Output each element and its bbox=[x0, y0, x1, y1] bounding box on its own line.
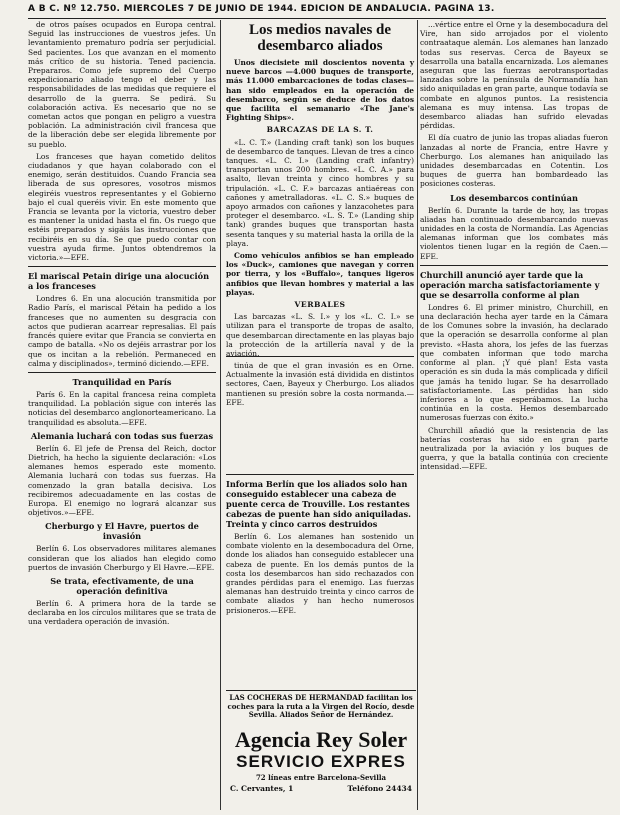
headline-churchill: Churchill anunció ayer tarde que la operación marcha satisfactoriamente y que se desarrolla conforme al plan bbox=[420, 269, 600, 300]
article-paragraph: Las barcazas «L. S. I.» y los «L. C. I.» se utilizan para el transporte de tropas de asalto, que desembarcan directamente en las playas bajo la protección de la artillería naval y de la aviación. bbox=[226, 312, 414, 359]
headline-cherburgo: Cherburgo y El Havre, puertos de invasión bbox=[45, 521, 199, 542]
article-paragraph: «L. C. T.» (Landing craft tank) son los buques de desembarco de tanques. Llevan de tres a cinco tanques. «L. C. I.» (Landing craft infantry) transportan unos 200 hombres. «L. C. A.» para asalto, llevan treinta y cinco hombres y su tripulación. «L. C. F.» barcazas antiaéreas con cañones y ametralladoras. «L. C. S.» buques de apoyo armados con cañones y lanzacohetes para proteger el desembarco. «L. S. T.» (Landing ship tank) grandes buques que transportan hasta sesenta tanques y su material hasta la orilla de la playa. bbox=[226, 137, 414, 248]
ad-routes: 72 líneas entre Barcelona-Sevilla bbox=[255, 772, 387, 782]
divider bbox=[28, 372, 216, 373]
ad-service: SERVICIO EXPRES bbox=[236, 751, 406, 771]
subheading-verbales: VERBALES bbox=[294, 300, 346, 310]
article-paragraph: Berlín 6. Durante la tarde de hoy, las tropas aliadas han continuado desembarcando nuevas unidades en la costa de Normandía. Las Agencias alemanas informan que los combates más violentos tienen lugar en la región de Caen.—EFE. bbox=[420, 205, 608, 261]
article-paragraph: Londres 6. En una alocución transmitida por Radio París, el mariscal Pétain ha pedido a los franceses que no aumenten su desgracia con actos que pudieran acarrear represalias. El país francés quiere evitar que Francia se convierta en campo de batalla. «No os dejéis arrastrar por los que os incitan a la rebelión. Permaneced en calma y disciplinados», terminó diciendo.—EFE. bbox=[28, 294, 216, 368]
headline-operacion: Se trata, efectivamente, de una operación definitiva bbox=[50, 575, 194, 596]
ad-notice: LAS COCHERAS DE HERMANDAD facilitan los coches para la ruta a la Virgen del Rocío, desde Sevilla. Aliados Señor de Hernández. bbox=[227, 693, 415, 719]
page-header: A B C. Nº 12.750. MIERCOLES 7 DE JUNIO DE 1944. EDICION DE ANDALUCIA. PAGINA 13. bbox=[28, 4, 606, 19]
divider bbox=[226, 356, 414, 357]
headline-alemania: Alemania luchará con todas sus fuerzas bbox=[30, 430, 214, 441]
article-paragraph: Londres 6. El primer ministro, Churchill, en una declaración hecha ayer tarde en la Cámara de los Comunes sobre la invasión, ha declarado que la operación se desarrolla conforme al plan previsto. «Hasta ahora, los jefes de las fuerzas que combaten informan que todo marcha conforme al plan. ¡Y qué plan! Esta vasta operación es sin duda la más complicada y difícil que jamás ha tenido lugar. Se ha desarrollado satisfactoriamente. Las pérdidas han sido inferiores a lo que esperábamos. La lucha continúa en la costa. Hemos desembarcado numerosas fuerzas con éxito.» bbox=[420, 302, 608, 423]
article-paragraph: de otros países ocupados en Europa central. Seguid las instrucciones de vuestros jefes. Un levantamiento prematuro podría ser perjudicial. Sed pacientes. Los que avanzan en el momento más crítico de su historia. Tened paciencia. Prepararos. Como jefe supremo del Cuerpo expedicionario aliado tengo el deber y las responsabilidades de las medidas que requiere el desarrollo de la guerra. Se pedirá. Su colaboración activa. Es necesario que no se cometan actos que pongan en peligro a vuestra población. La administración civil francesa que de la liberación debe ser elegida libremente por su pueblo. bbox=[28, 20, 216, 149]
article-paragraph: ...vértice entre el Orne y la desembocadura del Vire, han sido arrojados por el violento contraataque alemán. Los alemanes han lanzado todas sus reservas. Cerca de Bayeux se desarrolla una batalla encarnizada. Los alemanes aseguran que las fuerzas aerotransportadas lanzadas sobre la península de Normandía han sido aniquiladas en gran parte, aunque todavía se combate en algunos puntos. La resistencia alemana es muy intensa. Las tropas de desembarco aliadas han sufrido elevadas pérdidas. bbox=[420, 20, 608, 131]
ad-footer bbox=[226, 782, 416, 793]
column-rule bbox=[417, 20, 418, 810]
article-paragraph: Los franceses que hayan cometido delitos ciudadanos y que hayan colaborado con el enemigo, serán destituidos. Cuando Francia sea liberada de sus opresores, vosotros mismos elegiréis vuestros representantes y el Gobierno bajo el cual queréis vivir. En este momento que Francia se levanta por la victoria, vuestro deber es mantener la unidad hasta el fin. Os ruego que estéis preparados y sigáis las instrucciones que recibiréis en su día. Se que puedo contar con vuestra ayuda firme. Juntos obtendremos la victoria.»—EFE. bbox=[28, 151, 216, 263]
divider bbox=[420, 265, 608, 266]
ad-company-name: Agencia Rey Soler bbox=[234, 726, 408, 752]
article-intro: Unos diecisiete mil doscientos noventa y nueve barcos —4.000 buques de transporte, más 11.000 embarcaciones de todas clases— han sido empleados en la operación de desembarco, según se deduce de los datos que facilita el semanario «The Jane's Fighting Ships». bbox=[226, 58, 414, 123]
column-left bbox=[28, 20, 216, 810]
advertisement bbox=[226, 690, 416, 809]
article-paragraph: Berlín 6. Los alemanes han sostenido un combate violento en la desembocadura del Orne, donde los aliados han conseguido establecer una cabeza de puente. En los demás puntos de la costa los desembarcos han sido rechazados con grandes pérdidas para el enemigo. Las fuerzas alemanas han destruido treinta y cinco carros de combate aliados y han hecho numerosos prisioneros.—EFE. bbox=[226, 532, 414, 615]
article-paragraph: Churchill añadió que la resistencia de las baterías costeras ha sido en gran parte neutralizada por la aviación y los buques de guerra, y que la batalla continúa con creciente intensidad.—EFE. bbox=[420, 425, 608, 472]
article-paragraph: Berlín 6. El jefe de Prensa del Reich, doctor Dietrich, ha hecho la siguiente declaración: «Los alemanes hemos esperado este momento. Alemania luchará con todas sus fuerzas. Ha comenzado la gran batalla decisiva. Los recibiremos adecuadamente en las costas de Europa. El enemigo no logrará alcanzar sus objetivos.»—EFE. bbox=[28, 443, 216, 518]
column-center-mid bbox=[226, 352, 414, 472]
column-right bbox=[420, 20, 608, 810]
column-rule bbox=[220, 20, 221, 810]
ad-phone: Teléfono 24434 bbox=[347, 783, 412, 793]
headline-desembarcos: Los desembarcos continúan bbox=[450, 192, 578, 203]
headline-trouville: Informa Berlín que los aliados solo han conseguido establecer una cabeza de puente cerca de Trouville. Los restantes cabezas de puente han sido aniquiladas. Treinta y cinco carros destruidos bbox=[226, 479, 411, 529]
subheading-barcazas: BARCAZAS DE LA S. T. bbox=[266, 125, 374, 135]
ad-address: C. Cervantes, 1 bbox=[230, 783, 294, 793]
main-headline: Los medios navales de desembarco aliados bbox=[248, 22, 392, 54]
article-paragraph: Como vehículos anfibios se han empleado los «Duck», camiones que navegan y corren por tierra, y los «Buffalo», tanques ligeros anfibios que llevan hombres y material a las playas. bbox=[226, 251, 414, 297]
divider bbox=[28, 266, 216, 267]
article-paragraph: tinúa de que el gran invasión es en Orne. Actualmente la invasión está dividida en distintos sectores, Caen, Bayeux y Cherburgo. Los aliados mantienen su presión sobre la costa normanda.—EFE. bbox=[226, 361, 414, 407]
article-paragraph: Berlín 6. Los observadores militares alemanes consideran que los aliados han elegido como puertos de invasión Cherburgo y El Havre.—EFE. bbox=[28, 544, 216, 572]
article-paragraph: El día cuatro de junio las tropas aliadas fueron lanzadas al norte de Francia, entre Havre y Cherburgo. Los alemanes han aniquilado las unidades desembarcadas en Cotentin. Los buques de guerra han bombardeado las posiciones costeras. bbox=[420, 133, 608, 189]
column-center bbox=[226, 20, 414, 359]
headline-petain: El mariscal Petain dirige una alocución a los franceses bbox=[28, 271, 210, 292]
article-paragraph: Berlín 6. A primera hora de la tarde se declaraba en los círculos militares que se trata de una verdadera operación de invasión. bbox=[28, 598, 216, 627]
column-center-lower bbox=[226, 470, 414, 688]
headline-paris: Tranquilidad en París bbox=[72, 376, 172, 387]
divider bbox=[226, 474, 414, 475]
article-paragraph: París 6. En la capital francesa reina completa tranquilidad. La población sigue con interés las noticias del desembarco anglonorteamericano. La tranquilidad es absoluta.—EFE. bbox=[28, 389, 216, 427]
